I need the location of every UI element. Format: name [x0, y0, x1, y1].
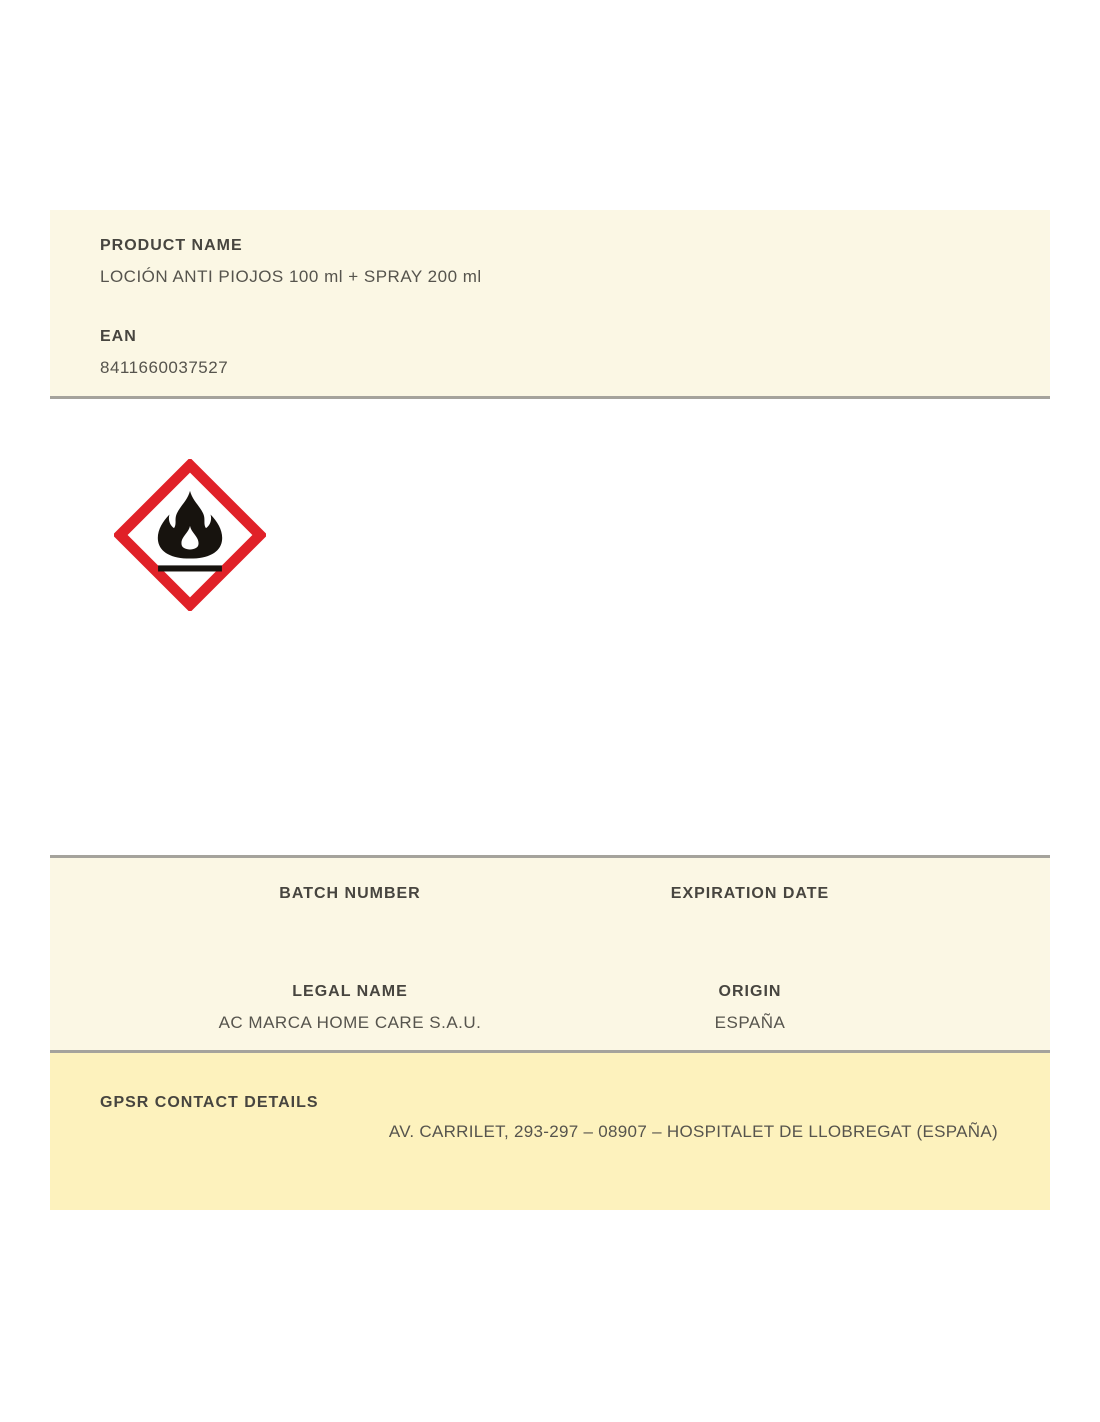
batch-number-label: BATCH NUMBER [279, 885, 421, 902]
origin-label: ORIGIN [718, 983, 782, 1000]
batch-legal-panel [50, 855, 1050, 1053]
legal-name-label: LEGAL NAME [292, 983, 408, 1000]
origin-field [550, 982, 950, 1033]
batch-number-field [150, 884, 550, 914]
product-name-field [100, 236, 1000, 287]
ean-value: 8411660037527 [100, 358, 229, 377]
legal-name-field [150, 982, 550, 1033]
gpsr-contact-address: AV. CARRILET, 293-297 – 08907 – HOSPITALET DE LLOBREGAT (ESPAÑA) [388, 1122, 998, 1141]
ean-field [100, 327, 1000, 378]
product-name-label: PRODUCT NAME [100, 237, 243, 254]
ean-label: EAN [100, 328, 137, 345]
product-info-panel [50, 210, 1050, 399]
expiration-date-label: EXPIRATION DATE [670, 885, 830, 902]
legal-name-value: AC MARCA HOME CARE S.A.U. [218, 1013, 482, 1032]
gpsr-contact-panel [50, 1053, 1050, 1210]
origin-value: ESPAÑA [714, 1013, 786, 1032]
expiration-date-field [550, 884, 950, 914]
ghs-flammable-pictogram [114, 459, 266, 611]
batch-expiration-row [150, 884, 950, 914]
legal-origin-row [150, 982, 950, 1033]
product-name-value: LOCIÓN ANTI PIOJOS 100 ml + SPRAY 200 ml [100, 267, 482, 286]
gpsr-contact-label: GPSR CONTACT DETAILS [100, 1094, 319, 1111]
flame-icon [114, 459, 266, 611]
